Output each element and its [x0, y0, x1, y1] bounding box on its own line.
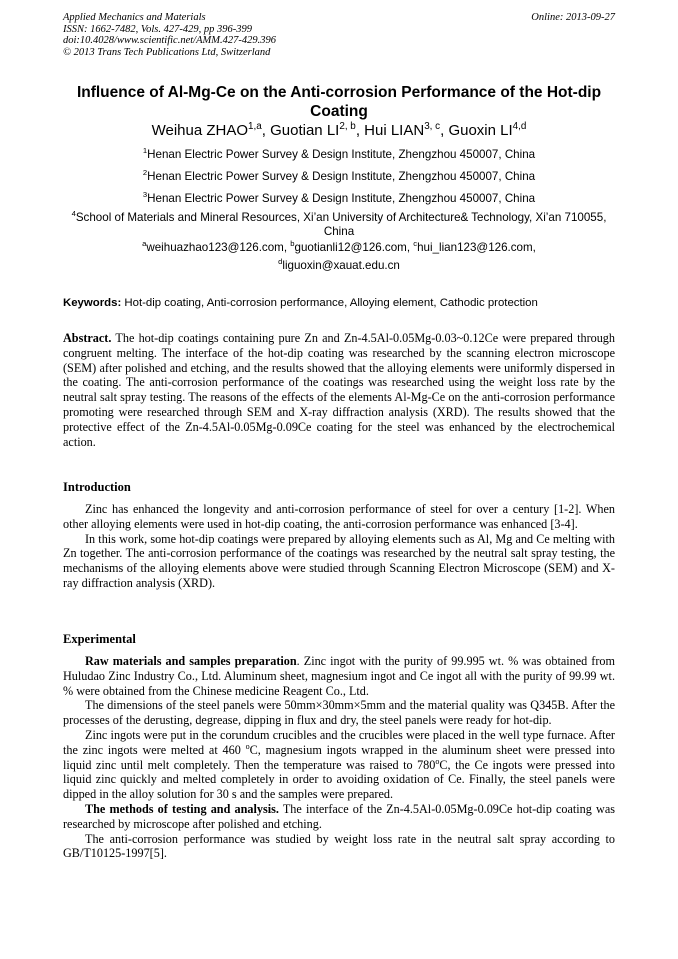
running-header — [63, 12, 615, 58]
author-name: Guoxin LI — [448, 122, 513, 139]
section-heading-introduction: Introduction — [63, 480, 131, 494]
paragraph: Zinc has enhanced the longevity and anti-corrosion performance of steel for over a century [1-2]. When other alloying elements were used in hot-dip coating, the anti-corrosion performance was enhanced [3-4]. — [63, 502, 615, 531]
copyright-line: © 2013 Trans Tech Publications Ltd, Switzerland — [63, 46, 271, 58]
email-address: liguoxin@xauat.edu.cn — [282, 259, 400, 272]
paragraph: The methods of testing and analysis. The interface of the Zn-4.5Al-0.05Mg-0.09Ce hot-dip coating was researched by microscope after polished and etching. — [63, 801, 615, 831]
keywords-text: Hot-dip coating, Anti-corrosion performance, Alloying element, Cathodic protection — [121, 297, 538, 309]
author-name: Guotian LI — [270, 122, 340, 139]
author-sup: 3, c — [424, 121, 441, 132]
section-heading-experimental: Experimental — [63, 632, 136, 646]
email-address: weihuazhao123@126.com, — [146, 241, 291, 254]
affiliation-3: $^3$Henan Electric Power Survey & Design Institute, Zhengzhou 450007, China — [142, 190, 536, 205]
issn-line: ISSN: 1662-7482, Vols. 427-429, pp 396-399 — [63, 23, 252, 35]
email-address: hui_lian123@126.com, — [417, 241, 536, 254]
author-name: Hui LIAN — [364, 122, 425, 139]
affiliation-4: $^4$School of Materials and Mineral Resources, Xi’an University of Architecture& Technology, Xi’an 710055, China — [71, 209, 607, 238]
author-sup: 2, b — [339, 121, 356, 132]
paragraph: Zinc ingots were put in the corundum crucibles and the crucibles were placed in the well type furnace. After the zinc ingots were melted at 460 $^o$C, magnesium ingots wrapped in the aluminum sheet were pressed into liquid zinc until melt completely. Then the temperature was raised to 780$^o$C, the Ce ingots were pressed into liquid zinc quickly and melted completely in order to avoiding oxidation of Ce. Finally, the steel panels were dipped in the alloy solution for 30 s and the samples were prepared. — [63, 727, 615, 802]
paragraph: In this work, some hot-dip coatings were prepared by alloying elements such as Al, Mg and Ce melting with Zn together. The anti-corrosion performance of the coatings was researched by the neutral salt spray testing, the mechanisms of the alloying elements above were studied through Scanning Electron Microscope (SEM) and X-ray diffraction analysis (XRD). — [63, 531, 615, 590]
keywords — [63, 296, 618, 310]
paragraph: Raw materials and samples preparation. Zinc ingot with the purity of 99.995 wt. % was obtained from Huludao Zinc Industry Co., Ltd. Aluminum sheet, magnesium ingot and Ce ingot all with the purity of 99.99 wt. % were obtained from the Chinese medicine Reagent Co., Ltd. — [63, 654, 615, 698]
paper-title: Influence of Al-Mg-Ce on the Anti-corrosion Performance of the Hot-dip Coating — [76, 84, 602, 120]
abstract-text: The hot-dip coatings containing pure Zn and Zn-4.5Al-0.05Mg-0.03~0.12Ce were prepared through congruent melting. The interface of the hot-dip coating was researched by the scanning electron microscope (SEM) after polished and etching, and the results showed that the alloying elements were uniformly dispersed in the coating. The anti-corrosion performance of the coatings was researched using the weight loss rate by the neutral salt spray testing. The reasons of the effects of the elements Al-Mg-Ce on the anti-corrosion performance promoting were researched through SEM and X-ray diffraction analysis (XRD). The results showed that the protective effect of the Zn-4.5Al-0.05Mg-0.09Ce coating for the steel was enhanced by the electrochemical action. — [63, 331, 615, 449]
affiliation-2: $^2$Henan Electric Power Survey & Design Institute, Zhengzhou 450007, China — [142, 168, 536, 183]
author-sup: 4,d — [512, 121, 527, 132]
author-list: Weihua ZHAO$^{1,a}$, Guotian LI$^{2, b}$, Hui LIAN$^{3, c}$, Guoxin LI$^{4,d}$ — [151, 121, 527, 139]
email-line-1: $^a$weihuazhao123@126.com, $^b$guotianli12@126.com, $^c$hui_lian123@126.com, — [142, 239, 536, 254]
doi-line: doi:10.4028/www.scientific.net/AMM.427-429.396 — [63, 35, 276, 47]
keywords-label: Keywords: — [63, 297, 122, 309]
journal-name: Applied Mechanics and Materials — [63, 12, 206, 23]
email-line-2: $^d$liguoxin@xauat.edu.cn — [278, 257, 400, 272]
affiliation-1: $^1$Henan Electric Power Survey & Design Institute, Zhengzhou 450007, China — [142, 146, 536, 161]
abstract — [63, 331, 615, 449]
subsection-label: The methods of testing and analysis. — [85, 801, 279, 816]
introduction-body — [63, 502, 615, 591]
online-date: Online: 2013-09-27 — [531, 12, 615, 23]
paragraph: The anti-corrosion performance was studied by weight loss rate in the neutral salt spray according to GB/T10125-1997[5]. — [63, 831, 615, 861]
author-sup: 1,a — [248, 121, 262, 132]
experimental-body — [63, 654, 615, 861]
paragraph: The dimensions of the steel panels were 50mm×30mm×5mm and the material quality was Q345B. After the processes of the derusting, degrease, dipping in flux and dry, the steel panels were ready for hot-dip. — [63, 698, 615, 728]
abstract-label: Abstract. — [63, 331, 112, 345]
subsection-label: Raw materials and samples preparation — [85, 654, 297, 668]
email-address: guotianli12@126.com, — [294, 241, 414, 254]
author-name: Weihua ZHAO — [151, 122, 249, 139]
